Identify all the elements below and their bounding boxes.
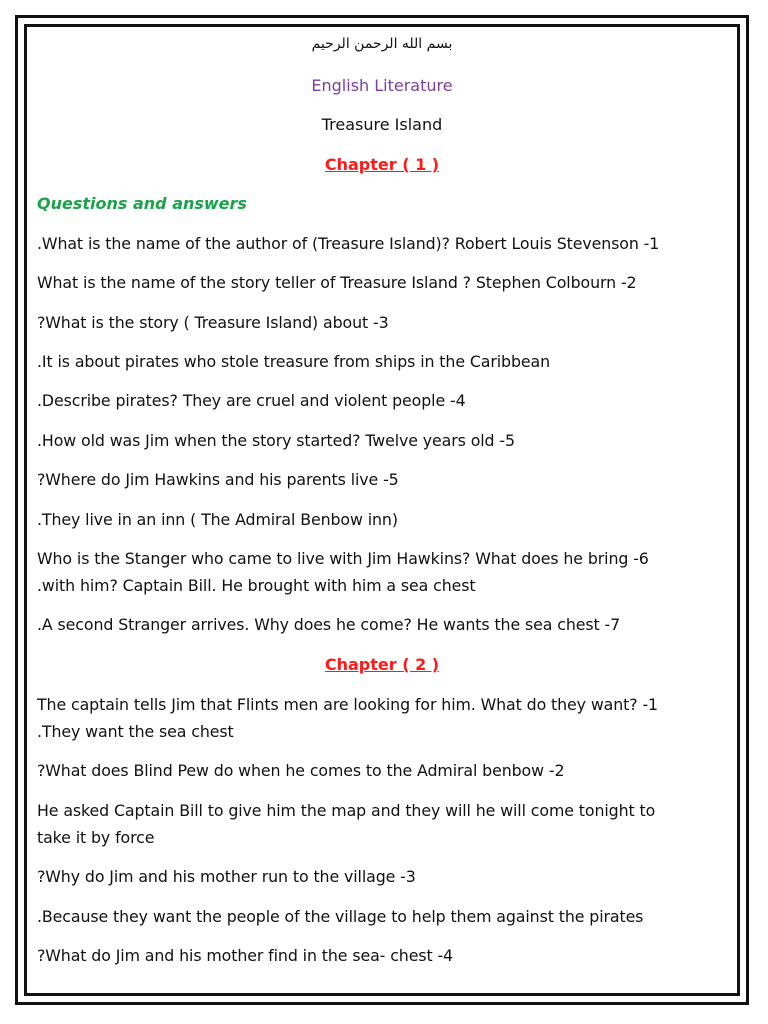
chapter-2-heading: Chapter ( 2 ) xyxy=(324,655,440,674)
chapter-2-line: The captain tells Jim that Flints men are looking for him. What do they want? -1 xyxy=(37,695,659,714)
chapter-2-line: He asked Captain Bill to give him the map and they will he will come tonight to xyxy=(37,801,656,820)
chapter-1-line: Who is the Stanger who came to live with Jim Hawkins? What does he bring -6 xyxy=(37,549,649,568)
chapter-1-line: ?Where do Jim Hawkins and his parents live -5 xyxy=(37,470,399,489)
chapter-2-line: .They want the sea chest xyxy=(37,722,234,741)
subject-title: English Literature xyxy=(311,76,453,95)
chapter-1-line: .with him? Captain Bill. He brought with him a sea chest xyxy=(37,576,476,595)
chapter-1-heading: Chapter ( 1 ) xyxy=(324,155,440,174)
chapter-2-line: ?What does Blind Pew do when he comes to the Admiral benbow -2 xyxy=(37,761,565,780)
chapter-2-line: take it by force xyxy=(37,828,155,847)
chapter-1-line: .A second Stranger arrives. Why does he come? He wants the sea chest -7 xyxy=(37,615,621,634)
chapter-2-line: .Because they want the people of the village to help them against the pirates xyxy=(37,907,644,926)
chapter-1-line: .How old was Jim when the story started? Twelve years old -5 xyxy=(37,431,515,450)
chapter-2-line: ?What do Jim and his mother find in the sea- chest -4 xyxy=(37,946,454,965)
section-heading: Questions and answers xyxy=(37,194,247,213)
chapter-1-line: .It is about pirates who stole treasure from ships in the Caribbean xyxy=(37,352,551,371)
chapter-1-line: ?What is the story ( Treasure Island) about -3 xyxy=(37,313,389,332)
chapter-2-line: ?Why do Jim and his mother run to the village -3 xyxy=(37,867,416,886)
chapter-1-line: .What is the name of the author of (Treasure Island)? Robert Louis Stevenson -1 xyxy=(37,234,660,253)
book-title: Treasure Island xyxy=(321,115,443,134)
chapter-1-line: .Describe pirates? They are cruel and violent people -4 xyxy=(37,391,466,410)
basmala: بسم الله الرحمن الرحيم xyxy=(311,36,453,52)
chapter-1-line: .They live in an inn ( The Admiral Benbow inn) xyxy=(37,510,398,529)
chapter-1-line: What is the name of the story teller of Treasure Island ? Stephen Colbourn -2 xyxy=(37,273,637,292)
